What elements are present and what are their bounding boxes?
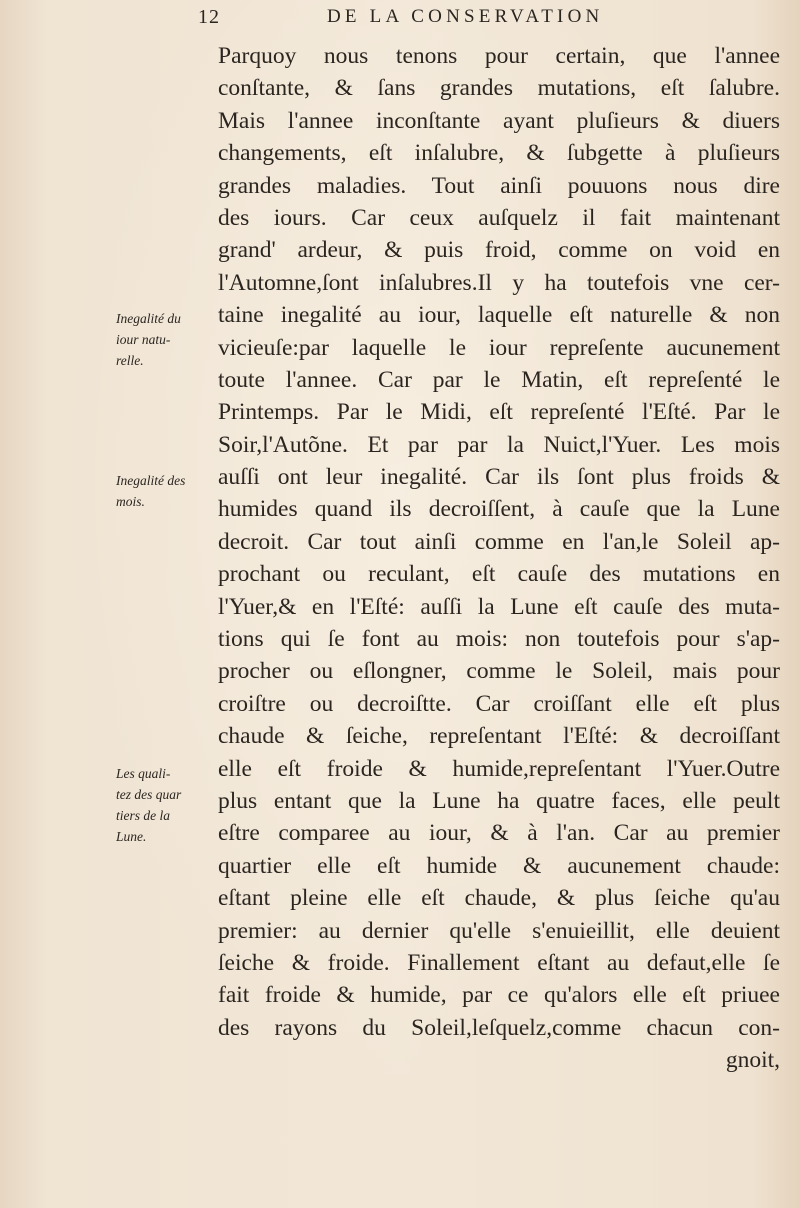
text-line: des rayons du Soleil,leſquelz,comme chacun con-: [218, 1014, 780, 1041]
text-line: plus entant que la Lune ha quatre faces, elle peult: [218, 787, 780, 814]
body-text: [218, 40, 780, 1077]
text-line: prochant ou reculant, eſt cauſe des mutations en: [218, 561, 780, 588]
text-line: eſtant pleine elle eſt chaude, & plus ſeiche qu'au: [218, 885, 780, 912]
page-number: 12: [198, 6, 220, 28]
margin-note-line: Les quali-: [116, 766, 171, 781]
margin-note-inegalite-jour: [116, 308, 212, 371]
text-line: chaude & ſeiche, repreſentant l'Eſté: & decroiſſant: [218, 723, 780, 750]
margin-note-line: mois.: [116, 494, 145, 509]
text-line: taine inegalité au iour, laquelle eſt naturelle & non: [218, 302, 780, 329]
margin-note-line: iour natu-: [116, 332, 171, 347]
text-line: l'Yuer,& en l'Eſté: auſſi la Lune eſt cauſe des muta-: [218, 593, 780, 620]
text-line: l'Automne,ſont inſalubres.Il y ha toutefois vne cer-: [218, 269, 780, 296]
text-line: des iours. Car ceux auſquelz il fait maintenant: [218, 204, 780, 231]
text-line: vicieuſe:par laquelle le iour repreſente aucunement: [218, 334, 780, 361]
text-line: premier: au dernier qu'elle s'enuieillit, elle deuient: [218, 917, 780, 944]
text-line: grandes maladies. Tout ainſi pouuons nous dire: [218, 172, 780, 199]
text-line: toute l'annee. Car par le Matin, eſt repreſenté le: [218, 366, 780, 393]
text-line: Soir,l'Autõne. Et par par la Nuict,l'Yuer. Les mois: [218, 431, 780, 458]
text-line: conſtante, & ſans grandes mutations, eſt ſalubre.: [218, 75, 780, 102]
catchword: gnoit,: [725, 1047, 780, 1074]
text-line: Printemps. Par le Midi, eſt repreſenté l'Eſté. Par le: [218, 399, 780, 426]
text-line: Parquoy nous tenons pour certain, que l'annee: [218, 43, 780, 69]
text-line: eſtre comparee au iour, & à l'an. Car au premier: [218, 820, 780, 847]
text-line: auſſi ont leur inegalité. Car ils ſont plus froids &: [218, 464, 780, 491]
margin-note-line: relle.: [116, 353, 144, 368]
text-line: changements, eſt inſalubre, & ſubgette à pluſieurs: [218, 140, 780, 167]
margin-note-inegalite-mois: [116, 470, 212, 512]
text-line: grand' ardeur, & puis froid, comme on void en: [218, 237, 780, 264]
text-line: humides quand ils decroiſſent, à cauſe que la Lune: [218, 496, 780, 523]
margin-note-line: Inegalité du: [116, 311, 181, 326]
margin-note-line: Inegalité des: [116, 473, 186, 488]
text-line: procher ou eſlongner, comme le Soleil, mais pour: [218, 658, 780, 685]
text-line: Mais l'annee inconſtante ayant pluſieurs & diuers: [218, 107, 780, 134]
text-line: fait froide & humide, par ce qu'alors elle eſt priuee: [218, 982, 780, 1009]
text-line: ſeiche & froide. Finallement eſtant au defaut,elle ſe: [218, 949, 780, 976]
text-line: elle eſt froide & humide,repreſentant l'Yuer.Outre: [218, 755, 780, 782]
page-header: [0, 6, 800, 32]
margin-note-line: tez des quar: [116, 787, 182, 802]
text-line: tions qui ſe font au mois: non toutefois pour s'ap-: [218, 626, 780, 653]
margin-note-qualites-lune: [116, 763, 212, 847]
text-line: croiſtre ou decroiſtte. Car croiſſant elle eſt plus: [218, 690, 780, 717]
margin-note-line: Lune.: [116, 829, 147, 844]
text-line: quartier elle eſt humide & aucunement chaude:: [218, 852, 780, 879]
running-title: DE LA CONSERVATION: [327, 6, 604, 27]
margin-note-line: tiers de la: [116, 808, 170, 823]
text-line: decroit. Car tout ainſi comme en l'an,le Soleil ap-: [218, 528, 780, 555]
